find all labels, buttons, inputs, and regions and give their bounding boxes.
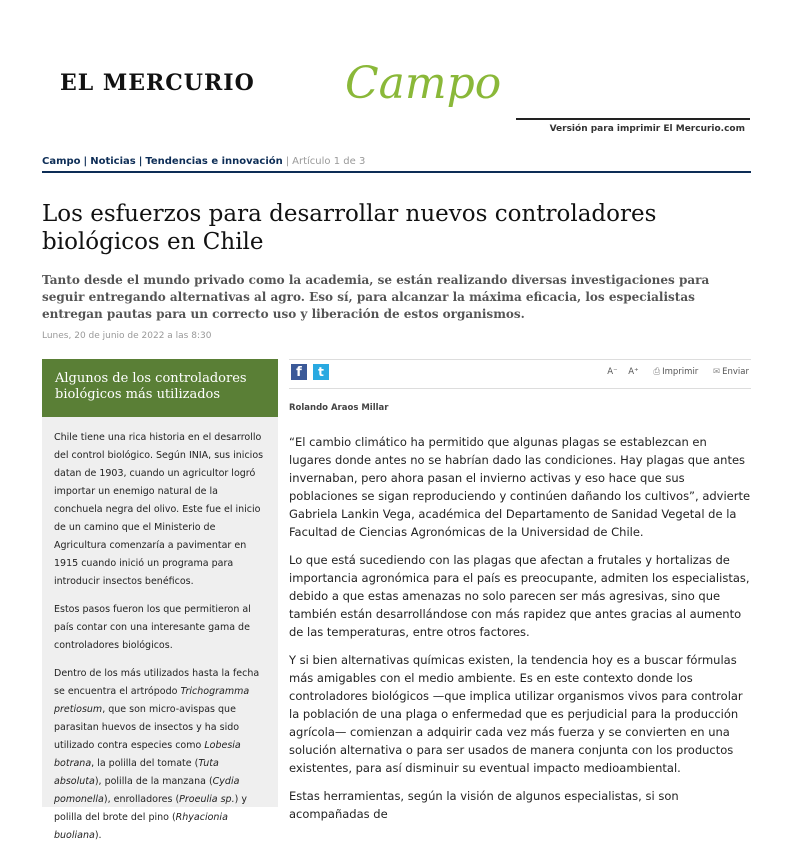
species-name: Cydia pomonella bbox=[54, 776, 240, 805]
printer-icon: ⎙ bbox=[653, 367, 661, 377]
article-tools bbox=[599, 367, 749, 377]
species-name: Trichogramma pretiosum bbox=[54, 686, 250, 715]
article-title: Los esfuerzos para desarrollar nuevos controladores biológicos en Chile bbox=[42, 201, 657, 255]
breadcrumb-campo[interactable]: Campo bbox=[42, 156, 81, 167]
author-name: Rolando Araos Millar bbox=[289, 403, 389, 413]
article-main bbox=[289, 359, 751, 833]
font-decrease-button[interactable]: A⁻ bbox=[607, 367, 618, 377]
header-divider bbox=[516, 118, 750, 120]
species-name: Lobesia botrana bbox=[54, 740, 241, 769]
font-increase-button[interactable]: A⁺ bbox=[628, 367, 639, 377]
campo-logo[interactable]: Campo bbox=[345, 58, 502, 109]
body-paragraph: Y si bien alternativas químicas existen, la tendencia hoy es a buscar fórmulas más amigables con el medio ambiente. Es en este contexto donde los controladores biológicos —que implica utilizar organismos vivos para controlar la población de una plaga o enfermedad que es perjudicial para la producción agrícola— comienzan a adquirir cada vez más fuerza y se convierten en una solución alternativa o para ser usados de manera conjunta con los productos existentes, para así disminuir su eventual impacto medioambiental. bbox=[289, 653, 743, 775]
sidebar-box bbox=[42, 359, 278, 841]
twitter-icon[interactable]: t bbox=[313, 364, 329, 380]
sidebar-paragraph: Estos pasos fueron los que permitieron al país contar con una interesante gama de controladores biológicos. bbox=[54, 604, 251, 651]
sidebar-title: Algunos de los controladores biológicos más utilizados bbox=[42, 359, 278, 417]
article-counter: Artículo 1 de 3 bbox=[292, 156, 366, 167]
sidebar-text: Dentro de los más utilizados hasta la fecha se encuentra el artrópodo bbox=[54, 668, 260, 697]
print-version-label: Versión para imprimir El Mercurio.com bbox=[549, 124, 745, 134]
breadcrumb-noticias[interactable]: Noticias bbox=[90, 156, 136, 167]
breadcrumb-separator: | bbox=[285, 156, 290, 167]
breadcrumb-separator: | bbox=[138, 156, 143, 167]
species-name: Rhyacionia buoliana bbox=[54, 812, 228, 841]
sidebar-text: ) y polilla del brote del pino ( bbox=[54, 794, 247, 823]
breadcrumb bbox=[42, 156, 365, 167]
sidebar-body bbox=[42, 417, 278, 845]
article-body bbox=[289, 433, 751, 823]
facebook-icon[interactable]: f bbox=[291, 364, 307, 380]
sidebar-text: ), enrolladores ( bbox=[103, 794, 180, 805]
body-paragraph: Estas herramientas, según la visión de algunos especialistas, si son acompañadas de bbox=[289, 789, 679, 821]
article-date: Lunes, 20 de junio de 2022 a las 8:30 bbox=[42, 331, 212, 341]
breadcrumb-tendencias[interactable]: Tendencias e innovación bbox=[145, 156, 283, 167]
sidebar-text: ), polilla de la manzana ( bbox=[94, 776, 213, 787]
print-link[interactable]: Imprimir bbox=[662, 367, 699, 377]
body-paragraph: Lo que está sucediendo con las plagas que afectan a frutales y hortalizas de importancia agronómica para el país es preocupante, admiten los especialistas, debido a que estas amenazas no solo parecen ser más agresivas, sino que también están desarrollándose con más rapidez que antes gracias al aumento de las temperaturas, entre otros factores. bbox=[289, 553, 750, 639]
mail-icon: ✉ bbox=[713, 367, 721, 377]
sidebar-text: ). bbox=[94, 830, 102, 841]
send-link[interactable]: Enviar bbox=[722, 367, 749, 377]
body-paragraph: “El cambio climático ha permitido que algunas plagas se establezcan en lugares donde antes no se habrían dado las condiciones. Hay plagas que antes invernaban, pero ahora pasan el invierno activas y eso hace que sus poblaciones se sigan reproduciendo y continúen dañando los cultivos”, advierte Gabriela Lankin Vega, académica del Departamento de Sanidad Vegetal de la Facultad de Ciencias Agronómicas de la Universidad de Chile. bbox=[289, 435, 751, 539]
el-mercurio-logo[interactable]: EL MERCURIO bbox=[60, 70, 255, 96]
species-name: Proeulia sp. bbox=[179, 794, 235, 805]
nav-divider bbox=[42, 171, 751, 173]
article-lead: Tanto desde el mundo privado como la academia, se están realizando diversas investigaciones para seguir entregando alternativas al agro. Eso sí, para alcanzar la máxima eficacia, los especialistas entregan pautas para un correcto uso y liberación de estos organismos. bbox=[42, 273, 710, 321]
sidebar-paragraph bbox=[54, 665, 268, 845]
sidebar-text: , la polilla del tomate ( bbox=[91, 758, 199, 769]
share-toolbar bbox=[289, 359, 751, 389]
sidebar-paragraph: Chile tiene una rica historia en el desarrollo del control biológico. Según INIA, sus inicios datan de 1903, cuando un agricultor logró importar un enemigo natural de la conchuela negra del olivo. Este fue el inicio de un camino que el Ministerio de Agricultura comenzaría a pavimentar en 1915 cuando inició un programa para introducir insectos benéficos. bbox=[54, 432, 264, 587]
masthead bbox=[0, 0, 793, 140]
sidebar-text: , que son micro-avispas que parasitan huevos de insectos y ha sido utilizado contra especies como bbox=[54, 704, 240, 751]
breadcrumb-separator: | bbox=[83, 156, 88, 167]
species-name: Tuta absoluta bbox=[54, 758, 219, 787]
